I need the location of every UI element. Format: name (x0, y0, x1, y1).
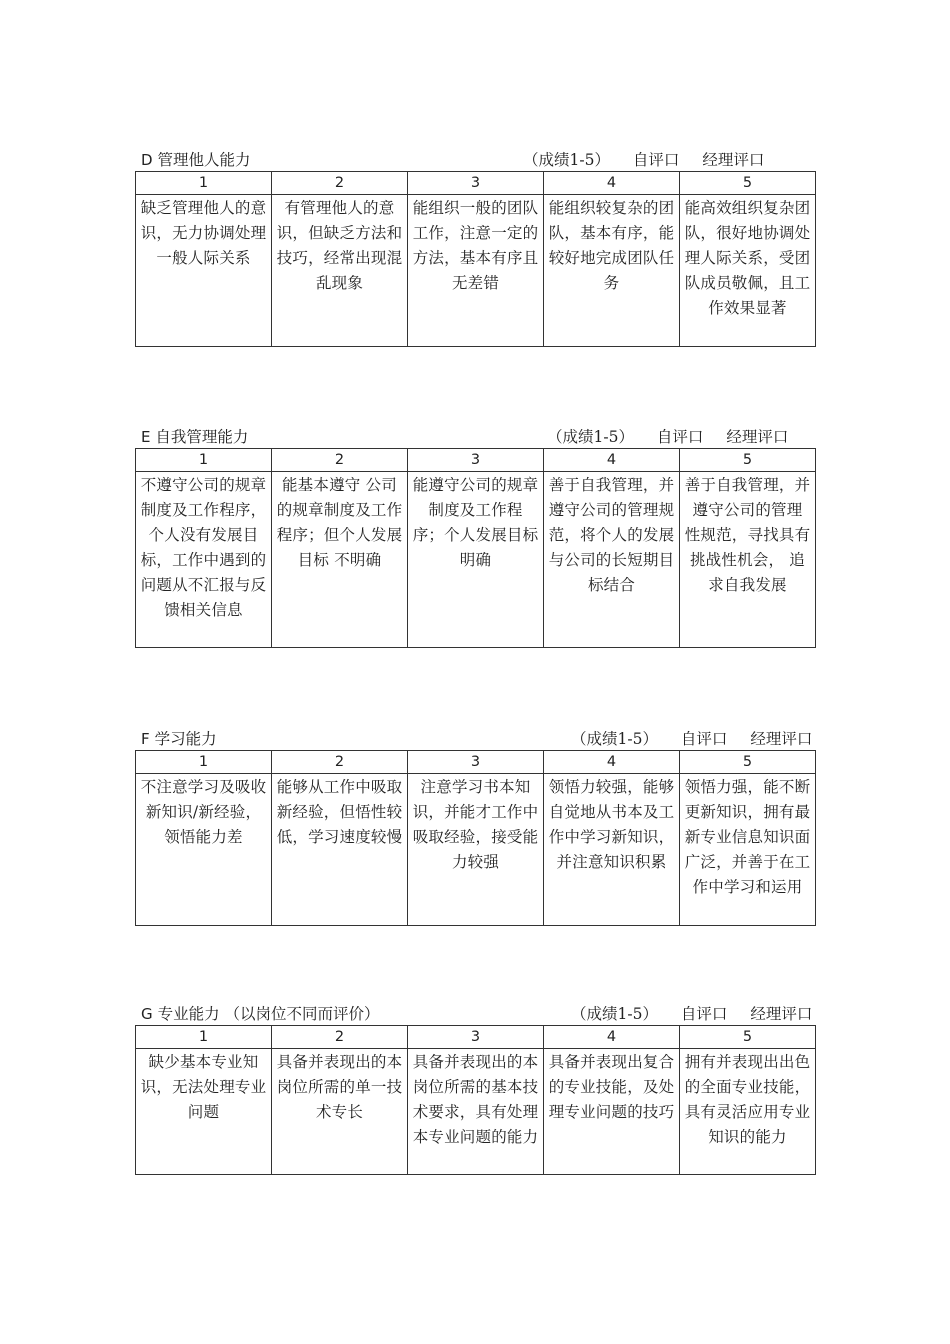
level-description: 不遵守公司的规章 制度及工作程序，个人没有发展目 标，工作中遇到的 问题从不汇报与反馈相关信息 (136, 472, 272, 648)
score-label: （成绩1-5） (571, 730, 658, 748)
self-rating-label: 自评口 (632, 151, 680, 169)
manager-rating-label: 经理评口 (726, 428, 789, 446)
level-description: 缺乏管理他人的意识，无力协调处理一般人际关系 (136, 195, 272, 347)
score-label: （成绩1-5） (523, 151, 610, 169)
section-title (141, 728, 217, 750)
manager-rating-label: 经理评口 (750, 1005, 813, 1023)
manager-rating-label: 经理评口 (702, 151, 765, 169)
level-description: 能基本遵守 公司的规章制度及工作程序；但个人发展目标 不明确 (272, 472, 408, 648)
level-description: 具备并表现出的本岗位所需的基本技术要求，具有处理本专业问题的能力 (408, 1049, 544, 1175)
col-header: 2 (272, 751, 408, 774)
col-header: 1 (136, 172, 272, 195)
level-description: 领悟力较强，能够自觉地从书本及工作中学习新知识，并注意知识积累 (544, 774, 680, 926)
col-header: 2 (272, 449, 408, 472)
rating-table (135, 171, 816, 347)
col-header: 1 (136, 751, 272, 774)
score-label: （成绩1-5） (547, 428, 634, 446)
level-description: 善于自我管理，并 遵守公司的管理 性规范，寻找具有 挑战性机会， 追求自我发展 (680, 472, 816, 648)
description-row (136, 1049, 816, 1175)
section-title (141, 149, 251, 171)
level-description: 有管理他人的意识，但缺乏方法和技巧，经常出现混乱现象 (272, 195, 408, 347)
level-description: 具备并表现出复合的专业技能，及处理专业问题的技巧 (544, 1049, 680, 1175)
level-description: 能遵守公司的规章制度及工作程 序；个人发展目标 明确 (408, 472, 544, 648)
level-description: 缺少基本专业知识，无法处理专业问题 (136, 1049, 272, 1175)
level-description: 拥有并表现出出色的全面专业技能，具有灵活应用专业知识的能力 (680, 1049, 816, 1175)
section-f (135, 728, 816, 926)
col-header: 3 (408, 1026, 544, 1049)
section-name: 学习能力 (154, 730, 217, 748)
col-header: 1 (136, 1026, 272, 1049)
col-header: 4 (544, 751, 680, 774)
section-e (135, 426, 816, 648)
col-header: 4 (544, 449, 680, 472)
level-description: 不注意学习及吸收新知识/新经验，领悟能力差 (136, 774, 272, 926)
col-header: 4 (544, 172, 680, 195)
description-row (136, 472, 816, 648)
col-header: 5 (680, 172, 816, 195)
section-header (135, 426, 816, 448)
col-header: 2 (272, 1026, 408, 1049)
col-header: 5 (680, 751, 816, 774)
col-header: 5 (680, 449, 816, 472)
section-letter: D (141, 151, 153, 169)
header-row (136, 449, 816, 472)
section-d (135, 149, 816, 347)
rating-table (135, 1025, 816, 1175)
section-header (135, 728, 816, 750)
section-name: 自我管理能力 (155, 428, 249, 446)
section-name: 管理他人能力 (157, 151, 251, 169)
manager-rating-label: 经理评口 (750, 730, 813, 748)
rating-line (523, 149, 782, 171)
header-row (136, 1026, 816, 1049)
section-g (135, 1003, 816, 1175)
section-letter: G (141, 1005, 153, 1023)
section-header (135, 1003, 816, 1025)
rating-table (135, 750, 816, 926)
level-description: 领悟力强，能不断更新知识，拥有最新专业信息知识面广泛，并善于在工作中学习和运用 (680, 774, 816, 926)
level-description: 具备并表现出的本岗位所需的单一技术专长 (272, 1049, 408, 1175)
col-header: 3 (408, 172, 544, 195)
section-letter: E (141, 428, 151, 446)
col-header: 1 (136, 449, 272, 472)
level-description: 能组织一般的团队工作，注意一定的方法，基本有序且无差错 (408, 195, 544, 347)
rating-table (135, 448, 816, 648)
self-rating-label: 自评口 (680, 1005, 728, 1023)
section-name: 专业能力 （以岗位不同而评价） (157, 1005, 380, 1023)
score-label: （成绩1-5） (571, 1005, 658, 1023)
col-header: 5 (680, 1026, 816, 1049)
level-description: 善于自我管理，并 遵守公司的管理规 范，将个人的发展 与公司的长短期目标结合 (544, 472, 680, 648)
rating-line (571, 728, 830, 750)
level-description: 注意学习书本知识，并能才工作中吸取经验，接受能力较强 (408, 774, 544, 926)
section-title (141, 426, 248, 448)
level-description: 能够从工作中吸取新经验，但悟性较低，学习速度较慢 (272, 774, 408, 926)
col-header: 2 (272, 172, 408, 195)
self-rating-label: 自评口 (680, 730, 728, 748)
col-header: 4 (544, 1026, 680, 1049)
description-row (136, 774, 816, 926)
rating-line (571, 1003, 830, 1025)
col-header: 3 (408, 449, 544, 472)
rating-line (547, 426, 806, 448)
section-letter: F (141, 730, 150, 748)
description-row (136, 195, 816, 347)
header-row (136, 751, 816, 774)
col-header: 3 (408, 751, 544, 774)
self-rating-label: 自评口 (656, 428, 704, 446)
section-title (141, 1003, 380, 1025)
level-description: 能高效组织复杂团队，很好地协调处理人际关系，受团队成员敬佩，且工作效果显著 (680, 195, 816, 347)
header-row (136, 172, 816, 195)
level-description: 能组织较复杂的团队，基本有序，能较好地完成团队任务 (544, 195, 680, 347)
section-header (135, 149, 816, 171)
